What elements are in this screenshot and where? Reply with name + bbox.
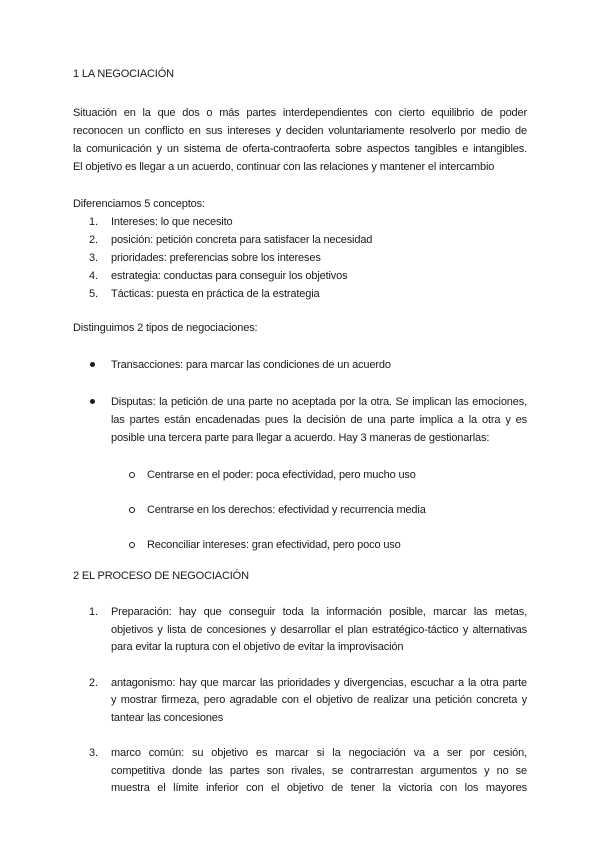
- list-item: 3. prioridades: preferencias sobre los intereses: [89, 252, 321, 264]
- intro-line: Situación en la que dos o más partes interdependientes con cierto equilibrio de poder: [73, 107, 527, 119]
- list-item: 1. Intereses: lo que necesito: [89, 216, 233, 228]
- bullet-icon: [90, 362, 95, 367]
- circle-bullet-icon: [129, 472, 135, 478]
- list-item: 4. estrategia: conductas para conseguir los objetivos: [89, 270, 348, 282]
- circle-bullet-icon: [129, 542, 135, 548]
- step-item: 1. Preparación: hay que conseguir toda la información posible, marcar las metas, objetivos y lista de concesiones y desarrollar el plan estratégico-táctico y alternativas para evitar la ruptura con el objetivo de evitar la improvisación: [89, 606, 527, 653]
- concepts-list: [73, 213, 527, 303]
- bullet-item-disputas: Disputas: la petición de una parte no aceptada por la otra. Se implican las emociones, las partes están encadenadas pues la decisión de una parte implica a la otra y es posible una tercera parte para llegar a acuerdo. Hay 3 maneras de gestionarlas:: [73, 393, 527, 447]
- ways-list: [73, 466, 527, 554]
- types-list: [73, 356, 527, 447]
- intro-line: reconocen un conflicto en sus intereses y deciden voluntariamente resolverlo por medio de: [73, 125, 527, 137]
- document-page: [73, 66, 527, 798]
- types-heading: Distinguimos 2 tipos de negociaciones:: [73, 322, 258, 334]
- section-1-title: 1 LA NEGOCIACIÓN: [73, 68, 174, 80]
- bullet-item-transacciones: Transacciones: para marcar las condiciones de un acuerdo: [73, 356, 527, 374]
- bullet-icon: [90, 399, 95, 404]
- concepts-heading: Diferenciamos 5 conceptos:: [73, 198, 205, 210]
- section-2-title: 2 EL PROCESO DE NEGOCIACIÓN: [73, 570, 249, 582]
- sub-bullet-item: Centrarse en el poder: poca efectividad, pero mucho uso: [73, 466, 527, 484]
- circle-bullet-icon: [129, 507, 135, 513]
- sub-bullet-item: Centrarse en los derechos: efectividad y recurrencia media: [73, 501, 527, 519]
- intro-line: El objetivo es llegar a un acuerdo, continuar con las relaciones y mantener el intercambio: [73, 161, 495, 173]
- step-item: 2. antagonismo: hay que marcar las prioridades y divergencias, escuchar a la otra parte y mostrar firmeza, pero agradable con el objetivo de realizar una petición concreta y tantear las concesiones: [89, 676, 527, 724]
- list-item: 5. Tácticas: puesta en práctica de la estrategia: [89, 288, 320, 300]
- list-item: 2. posición: petición concreta para satisfacer la necesidad: [89, 234, 373, 246]
- process-steps-list: [73, 604, 527, 798]
- sub-bullet-item: Reconciliar intereses: gran efectividad, pero poco uso: [73, 536, 527, 554]
- intro-paragraph: [73, 104, 527, 176]
- intro-line: la comunicación y un sistema de oferta-contraoferta sobre aspectos tangibles e intangibles.: [73, 143, 527, 155]
- step-item: 3. marco común: su objetivo es marcar si la negociación va a ser por cesión, competitiva donde las partes son rivales, se contrarrestan argumentos y no se muestra el límite inferior con el objetivo de tener la victoria con los mayores: [89, 747, 527, 794]
